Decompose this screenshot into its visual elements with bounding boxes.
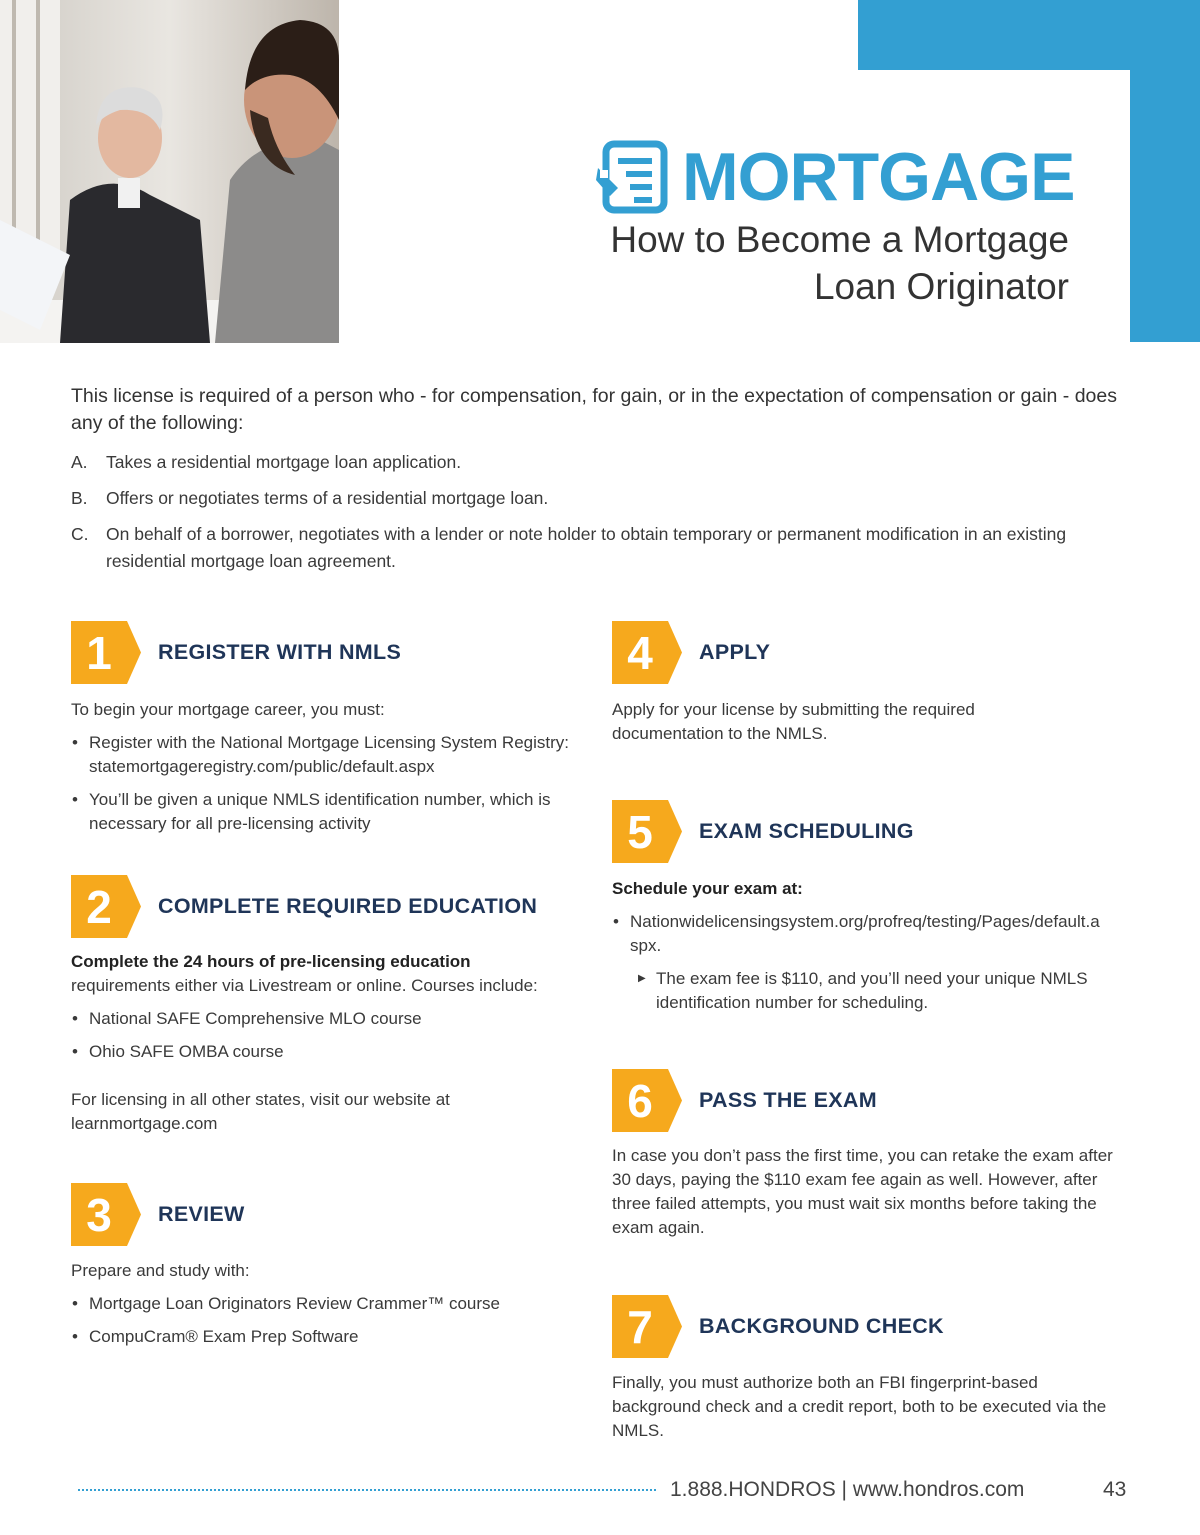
list-item: • Mortgage Loan Originators Review Crammer™ course <box>71 1292 591 1316</box>
footer-contact: 1.888.HONDROS | www.hondros.com <box>670 1478 1025 1501</box>
step-1-body: To begin your mortgage career, you must: • Register with the National Mortgage Licensing System Registry: statemortgageregistry.com/public/default.aspx • You’ll be given a unique NMLS identification number, which is necessary for all pre-licensing activity <box>71 698 591 845</box>
mortgage-document-icon <box>596 140 670 214</box>
step-number-badge: 1 <box>71 621 141 684</box>
step-4-body: Apply for your license by submitting the required documentation to the NMLS. <box>612 700 975 743</box>
header-photo <box>0 0 339 343</box>
list-item: • CompuCram® Exam Prep Software <box>71 1325 591 1349</box>
sub-list-item: ▶ The exam fee is $110, and you’ll need your unique NMLS identification number for scheduling. <box>638 967 1102 1015</box>
page-number: 43 <box>1103 1478 1127 1501</box>
list-item: • National SAFE Comprehensive MLO course <box>71 1007 591 1031</box>
list-item: • Ohio SAFE OMBA course <box>71 1040 591 1064</box>
footer-dotted-rule <box>78 1489 656 1491</box>
step-2-body: Complete the 24 hours of pre-licensing education requirements either via Livestream or online. Courses include: • National SAFE Comprehensive MLO course • Ohio SAFE OMBA course For licensing in all other states, visit our website at learnmortgage.com <box>71 950 591 1145</box>
list-item: • Nationwidelicensingsystem.org/profreq/testing/Pages/default.aspx. ▶ The exam fee is $110, and you’ll need your unique NMLS identification number for scheduling. <box>612 910 1102 1015</box>
list-item: B. Offers or negotiates terms of a residential mortgage loan. <box>71 488 549 508</box>
step-number-badge: 7 <box>612 1295 682 1358</box>
step-number-badge: 6 <box>612 1069 682 1132</box>
decorative-blue-bar-side <box>1130 0 1200 342</box>
page-title: MORTGAGE <box>682 139 1075 215</box>
list-item: • You’ll be given a unique NMLS identification number, which is necessary for all pre-licensing activity <box>71 788 591 836</box>
step-7-body: Finally, you must authorize both an FBI fingerprint-based background check and a credit report, both to be executed via the NMLS. <box>612 1373 1107 1440</box>
list-item: • Register with the National Mortgage Licensing System Registry: statemortgageregistry.com/public/default.aspx <box>71 731 591 779</box>
step-number-badge: 3 <box>71 1183 141 1246</box>
step-2-note: For licensing in all other states, visit our website at learnmortgage.com <box>71 1090 450 1133</box>
step-6-body: In case you don’t pass the first time, you can retake the exam after 30 days, paying the $110 exam fee again as well. However, after three failed attempts, you must wait six months before taking the exam again. <box>612 1146 1113 1237</box>
step-title: EXAM SCHEDULING <box>699 819 914 843</box>
step-title: PASS THE EXAM <box>699 1088 877 1112</box>
step-number-badge: 5 <box>612 800 682 863</box>
intro-list <box>71 449 1131 584</box>
step-title: REGISTER WITH NMLS <box>158 640 402 664</box>
brand-heading <box>596 140 1074 214</box>
step-3-body: Prepare and study with: • Mortgage Loan Originators Review Crammer™ course • CompuCram® Exam Prep Software <box>71 1259 591 1358</box>
page-subtitle: How to Become a Mortgage Loan Originator <box>610 219 1069 307</box>
step-title: APPLY <box>699 640 771 664</box>
step-title: COMPLETE REQUIRED EDUCATION <box>158 894 538 918</box>
intro-paragraph: This license is required of a person who - for compensation, for gain, or in the expectation of compensation or gain - does any of the following: <box>71 385 1117 434</box>
step-title: REVIEW <box>158 1202 245 1226</box>
list-item: A. Takes a residential mortgage loan application. <box>71 452 462 472</box>
list-item: C. On behalf of a borrower, negotiates with a lender or note holder to obtain temporary or permanent modification in an existing residential mortgage loan agreement. <box>71 524 1067 571</box>
step-number-badge: 2 <box>71 875 141 938</box>
step-5-body: Schedule your exam at: • Nationwidelicensingsystem.org/profreq/testing/Pages/default.aspx. ▶ The exam fee is $110, and you’ll need your unique NMLS identification number for scheduling. <box>612 877 1122 1024</box>
step-number-badge: 4 <box>612 621 682 684</box>
step-title: BACKGROUND CHECK <box>699 1314 944 1338</box>
